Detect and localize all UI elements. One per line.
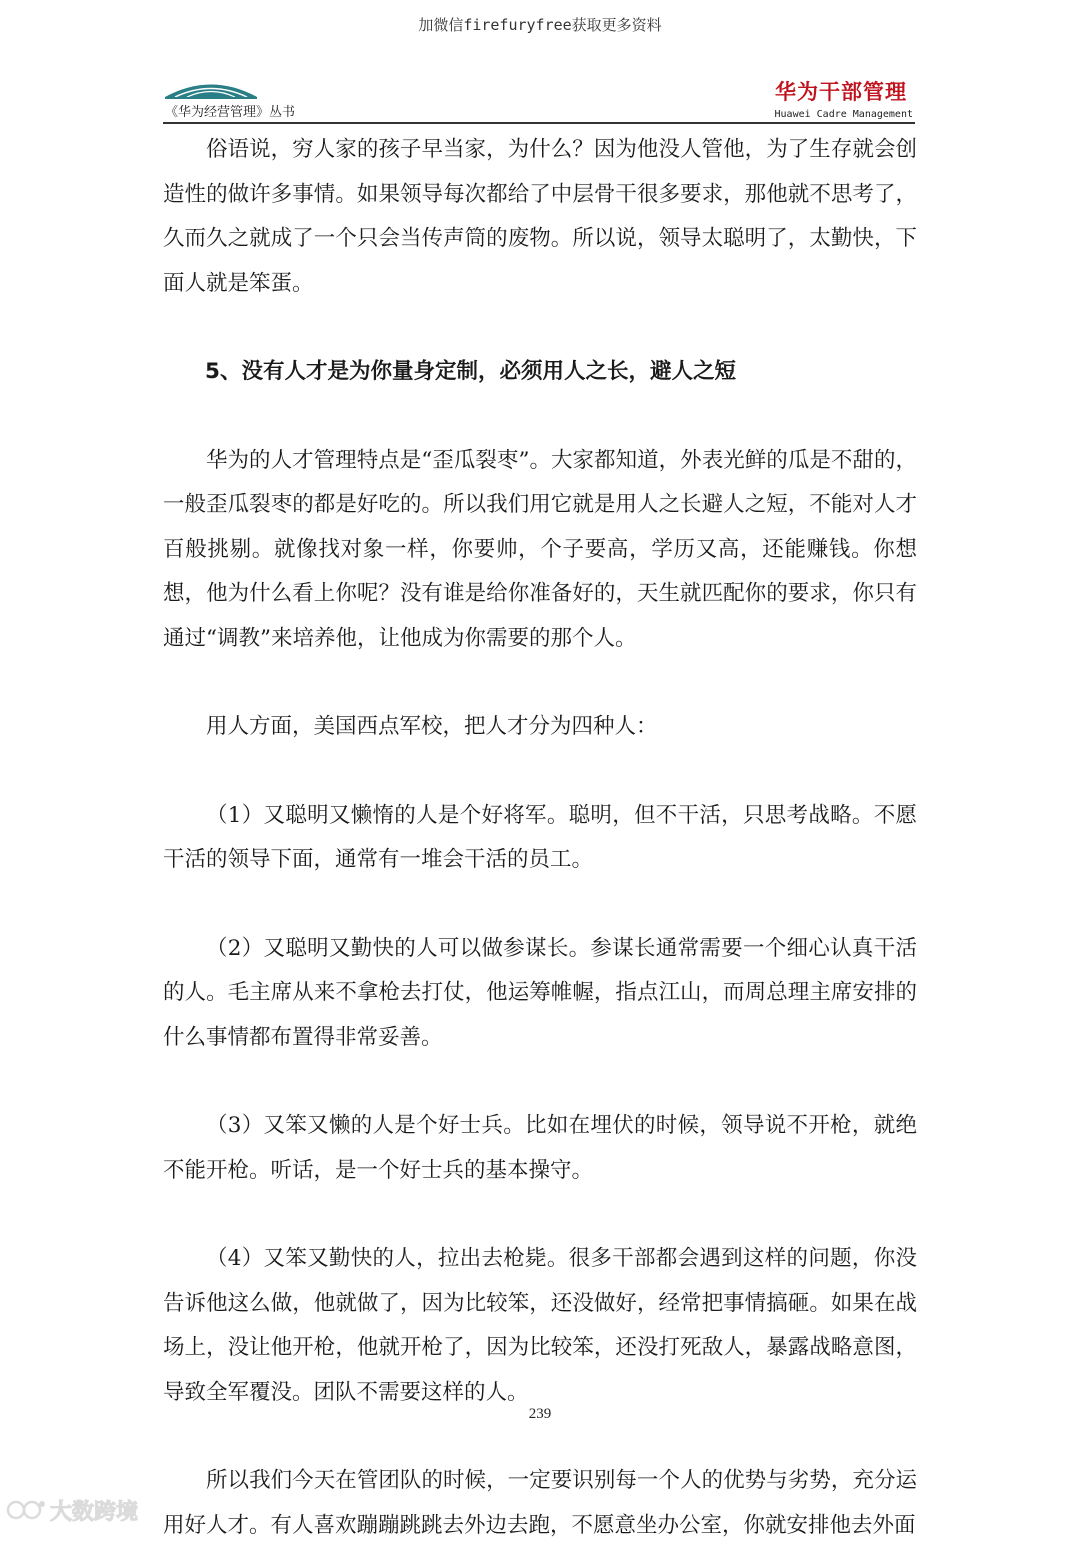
spacer [163, 1060, 917, 1104]
paragraph: 俗语说，穷人家的孩子早当家，为什么？因为他没人管他，为了生存就会创造性的做许多事情。如果领导每次都给了中层骨干很多要求，那他就不思考了，久而久之就成了一个只会当传声筒的废物。所以说，领导太聪明了，太勤快，下面人就是笨蛋。 [163, 137, 917, 296]
spacer [163, 661, 917, 705]
page-header [163, 74, 915, 124]
list-item: （3）又笨又懒的人是个好士兵。比如在埋伏的时候，领导说不开枪，就绝不能开枪。听话，是一个好士兵的基本操守。 [163, 1113, 917, 1183]
spacer [163, 750, 917, 794]
watermark-logo-icon [6, 1495, 48, 1525]
spacer [163, 306, 917, 350]
brand-title-en: Huawei Cadre Management [774, 109, 913, 120]
spacer [163, 883, 917, 927]
paragraph: 所以我们今天在管团队的时候，一定要识别每一个人的优势与劣势，充分运用好人才。有人喜欢蹦蹦跳跳去外边去跑，不愿意坐办公室，你就安排他去外面 [163, 1468, 917, 1538]
spacer [163, 395, 917, 439]
paragraph: 用人方面，美国西点军校，把人才分为四种人： [206, 714, 658, 739]
paragraph: 华为的人才管理特点是“歪瓜裂枣”。大家都知道，外表光鲜的瓜是不甜的，一般歪瓜裂枣的都是好吃的。所以我们用它就是用人之长避人之短，不能对人才百般挑剔。就像找对象一样，你要帅，个子要高，学历又高，还能赚钱。你想想，他为什么看上你呢？没有谁是给你准备好的，天生就匹配你的要求，你只有通过“调教”来培养他，让他成为你需要的那个人。 [163, 447, 917, 651]
watermark-text: 大数跨境 [50, 1500, 139, 1525]
list-item: （4）又笨又勤快的人，拉出去枪毙。很多干部都会遇到这样的问题，你没告诉他这么做，他就做了，因为比较笨，还没做好，经常把事情搞砸。如果在战场上，没让他开枪，他就开枪了，因为比较笨，还没打死敌人，暴露战略意图，导致全军覆没。团队不需要这样的人。 [163, 1246, 917, 1405]
watermark [6, 1495, 156, 1525]
top-note: 加微信firefuryfree获取更多资料 [418, 16, 662, 34]
header-divider [163, 122, 915, 124]
page-body [163, 128, 917, 1548]
section-heading: 5、没有人才是为你量身定制，必须用人之长，避人之短 [205, 359, 736, 384]
page-number: 239 [528, 1406, 552, 1422]
list-item: （2）又聪明又勤快的人可以做参谋长。参谋长通常需要一个细心认真干活的人。毛主席从来不拿枪去打仗，他运筹帷幄，指点江山，而周总理主席安排的什么事情都布置得非常妥善。 [163, 935, 917, 1050]
brand-title-cn: 华为干部管理 [775, 80, 907, 104]
series-title: 《华为经营管理》丛书 [165, 105, 296, 120]
spacer [163, 1193, 917, 1237]
list-item: （1）又聪明又懒惰的人是个好将军。聪明，但不干活，只思考战略。不愿干活的领导下面，通常有一堆会干活的员工。 [163, 802, 917, 872]
mountain-logo-icon [165, 76, 257, 100]
